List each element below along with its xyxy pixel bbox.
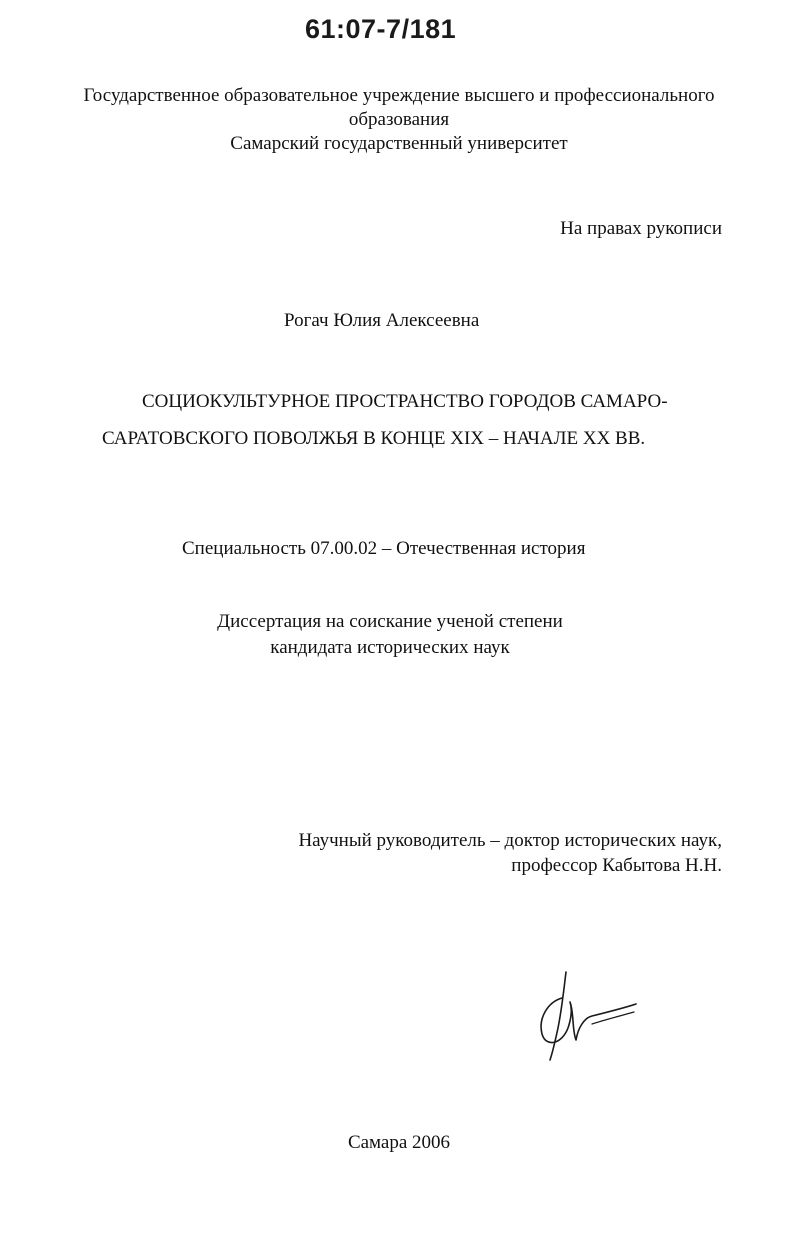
degree-line-2: кандидата исторических наук xyxy=(270,637,510,658)
supervisor-line-2: профессор Кабытова Н.Н. xyxy=(511,855,722,876)
city-year: Самара 2006 xyxy=(347,1132,451,1153)
institution-line-3: Самарский государственный университет xyxy=(230,133,568,154)
institution-block xyxy=(0,84,798,156)
degree-statement xyxy=(190,609,590,661)
institution-line-2: образования xyxy=(348,109,450,130)
supervisor-line-1: Научный руководитель – доктор исторических наук, xyxy=(298,830,722,851)
title-line-1: СОЦИОКУЛЬТУРНОЕ ПРОСТРАНСТВО ГОРОДОВ САМАРО- xyxy=(142,391,668,412)
author-name: Рогач Юлия Алексеевна xyxy=(284,310,480,331)
shelfmark: 61:07-7/181 xyxy=(305,14,457,44)
handwritten-signature xyxy=(528,968,648,1068)
specialty: Специальность 07.00.02 – Отечественная история xyxy=(182,538,586,559)
title-line-2: САРАТОВСКОГО ПОВОЛЖЬЯ В КОНЦЕ XIX – НАЧАЛЕ XX ВВ. xyxy=(102,428,646,449)
degree-line-1: Диссертация на соискание ученой степени xyxy=(217,611,563,632)
rights-note: На правах рукописи xyxy=(560,218,722,239)
supervisor-block xyxy=(298,828,722,878)
institution-line-1: Государственное образовательное учреждение высшего и профессионального xyxy=(83,85,715,106)
